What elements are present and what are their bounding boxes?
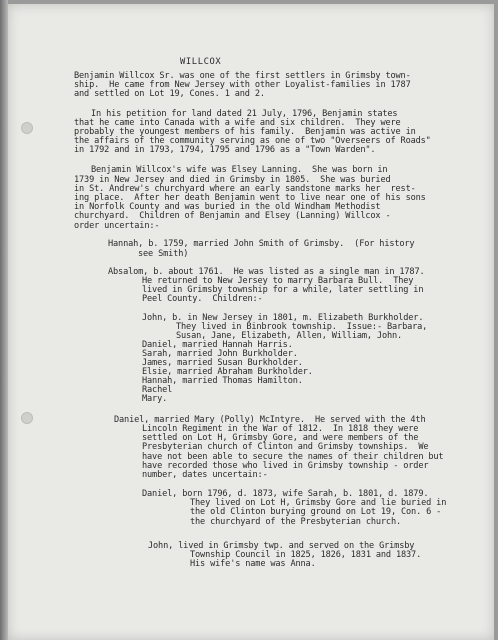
text-line: Lincoln Regiment in the War of 1812. In 1818 they were — [142, 424, 419, 434]
grandchild-entry: Elsie, married Abraham Burkholder. — [142, 367, 313, 377]
grandchild-entry: John, lived in Grimsby twp. and served on the Grimsby — [148, 541, 415, 551]
text-line: settled on Lot H, Grimsby Gore, and were members of the — [142, 433, 419, 443]
text-line: Benjamin Willcox's wife was Elsey Lanning. She was born in — [91, 165, 388, 175]
text-line: see Smith) — [138, 249, 189, 259]
text-line: His wife's name was Anna. — [190, 559, 316, 569]
grandchild-entry: Sarah, married John Burkholder. — [142, 349, 298, 359]
grandchild-entry: Daniel, married Hannah Harris. — [142, 340, 293, 350]
text-line: have not been able to secure the names of their children but — [142, 452, 444, 462]
punch-hole — [21, 412, 33, 424]
text-line: Benjamin Willcox Sr. was one of the first settlers in Grimsby town- — [74, 71, 411, 81]
child-entry: Daniel, married Mary (Polly) McIntyre. He served with the 4th — [114, 415, 426, 425]
child-entry: Hannah, b. 1759, married John Smith of Grimsby. (For history — [108, 239, 415, 249]
child-entry: Absalom, b. about 1761. He was listed as a single man in 1787. — [108, 267, 425, 277]
text-line: number, dates uncertain:- — [142, 470, 268, 480]
text-line: probably the youngest members of his family. Benjamin was active in — [74, 127, 416, 137]
text-line: 1739 in New Jersey and died in Grimsby in 1805. She was buried — [74, 175, 391, 185]
grandchild-entry: Hannah, married Thomas Hamilton. — [142, 376, 303, 386]
text-line: ing place. After her death Benjamin went to live near one of his sons — [74, 193, 426, 203]
text-line: Susan, Jane, Elizabeth, Allen, William, John. — [176, 331, 403, 341]
text-line: They lived in Binbrook township. Issue:- Barbara, — [176, 322, 428, 332]
text-line: Peel County. Children:- — [142, 294, 263, 304]
text-line: churchyard. Children of Benjamin and Elsey (Lanning) Willcox - — [74, 211, 391, 221]
text-line: He returned to New Jersey to marry Barbara Bull. They — [142, 276, 414, 286]
document-title: WILLCOX — [180, 57, 222, 67]
text-line: and settled on Lot 19, Cones. 1 and 2. — [74, 89, 265, 99]
text-line: ship. He came from New Jersey with other Loyalist-families in 1787 — [74, 80, 411, 90]
grandchild-entry: Rachel — [142, 385, 173, 395]
text-line: order uncertain:- — [74, 221, 160, 231]
grandchild-entry: James, married Susan Burkholder. — [142, 358, 303, 368]
text-line: the affairs of the community serving as one of two "Overseers of Roads" — [74, 136, 431, 146]
text-line: Presbyterian church of Clinton and Grimsby townships. We — [142, 442, 429, 452]
text-line: in Norfolk County and was buried in the old Windham Methodist — [74, 202, 381, 212]
text-line: in 1792 and in 1793, 1794, 1795 and 1796 as a "Town Warden". — [74, 145, 376, 155]
grandchild-entry: Daniel, born 1796, d. 1873, wife Sarah, b. 1801, d. 1879. — [142, 489, 429, 499]
text-line: in St. Andrew's churchyard where an early sandstone marks her rest- — [74, 184, 416, 194]
text-line: Township Council in 1825, 1826, 1831 and 1837. — [190, 550, 422, 560]
grandchild-entry: John, b. in New Jersey in 1801, m. Elizabeth Burkholder. — [142, 313, 424, 323]
text-line: In his petition for land dated 21 July, 1796, Benjamin states — [91, 109, 398, 119]
text-line: that he came into Canada with a wife and six children. They were — [74, 118, 401, 128]
text-line: lived in Grimsby township for a while, later settling in — [142, 285, 424, 295]
text-line: the churchyard of the Presbyterian church. — [190, 517, 402, 527]
punch-hole — [21, 122, 33, 134]
grandchild-entry: Mary. — [142, 394, 168, 404]
text-line: the old Clinton burying ground on Lot 19, Con. 6 - — [190, 507, 442, 517]
text-line: They lived on Lot H, Grimsby Gore and lie buried in — [190, 498, 447, 508]
text-line: have recorded those who lived in Grimsby township - order — [142, 461, 429, 471]
